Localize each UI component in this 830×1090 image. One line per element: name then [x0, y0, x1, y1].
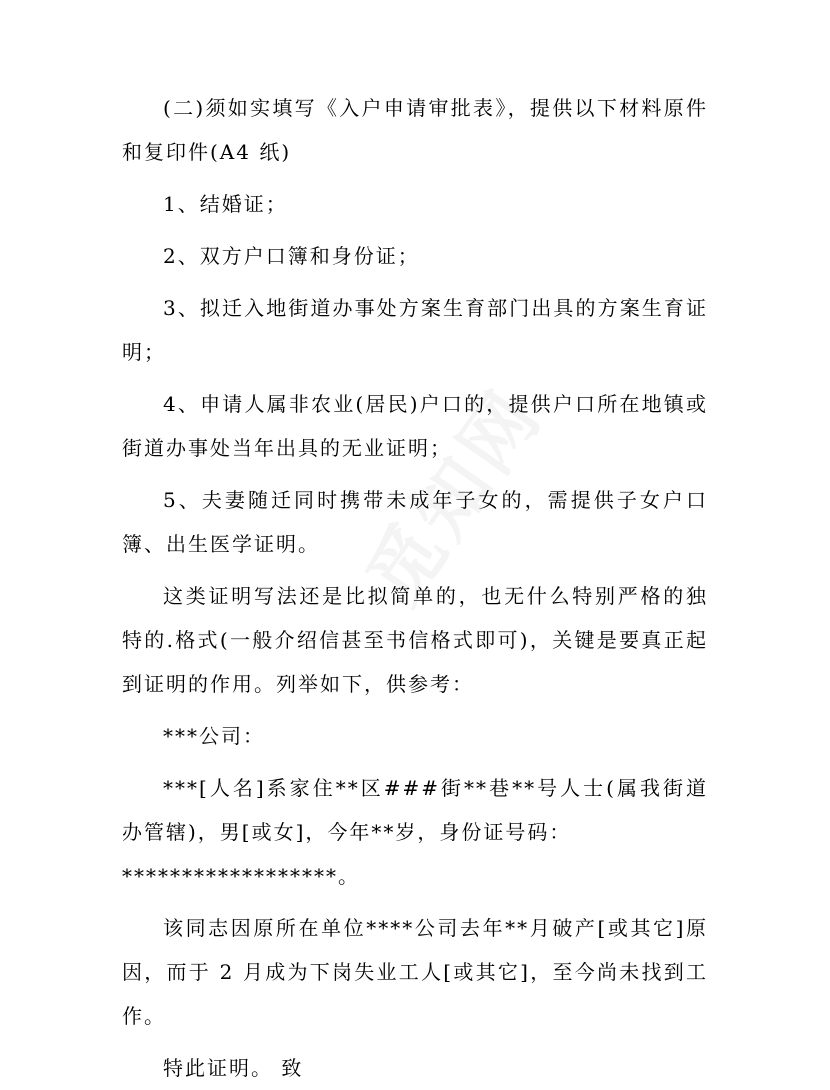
- paragraph-format-note: 这类证明写法还是比拟简单的，也无什么特别严格的独特的.格式(一般介绍信甚至书信格式即可)，关键是要真正起到证明的作用。列举如下，供参考：: [122, 584, 708, 696]
- paragraph-closing: 特此证明。 致: [163, 1056, 304, 1080]
- paragraph-id-number: ******************。: [122, 864, 360, 888]
- paragraph-reason: 该同志因原所在单位****公司去年**月破产[或其它]原因，而于 2 月成为下岗失业工人[或其它]，至今尚未找到工作。: [122, 916, 708, 1028]
- paragraph-item-3: 3、拟迁入地街道办事处方案生育部门出具的方案生育证明；: [122, 296, 708, 364]
- paragraph-person-info: ***[人名]系家住**区###街**巷**号人士(属我街道办管辖)，男[或女]，今年**岁，身份证号码：: [122, 776, 708, 844]
- paragraph-item-1: 1、结婚证；: [163, 192, 288, 216]
- paragraph-item-2: 2、双方户口簿和身份证；: [163, 244, 420, 268]
- paragraph-item-5: 5、夫妻随迁同时携带未成年子女的，需提供子女户口簿、出生医学证明。: [122, 488, 708, 556]
- paragraph-item-4: 4、申请人属非农业(居民)户口的，提供户口所在地镇或街道办事处当年出具的无业证明；: [122, 392, 708, 460]
- document-page: [122, 86, 708, 1090]
- paragraph-recipient: ***公司：: [163, 724, 265, 748]
- paragraph-materials-intro: (二)须如实填写《入户申请审批表》，提供以下材料原件和复印件(A4 纸): [122, 96, 708, 164]
